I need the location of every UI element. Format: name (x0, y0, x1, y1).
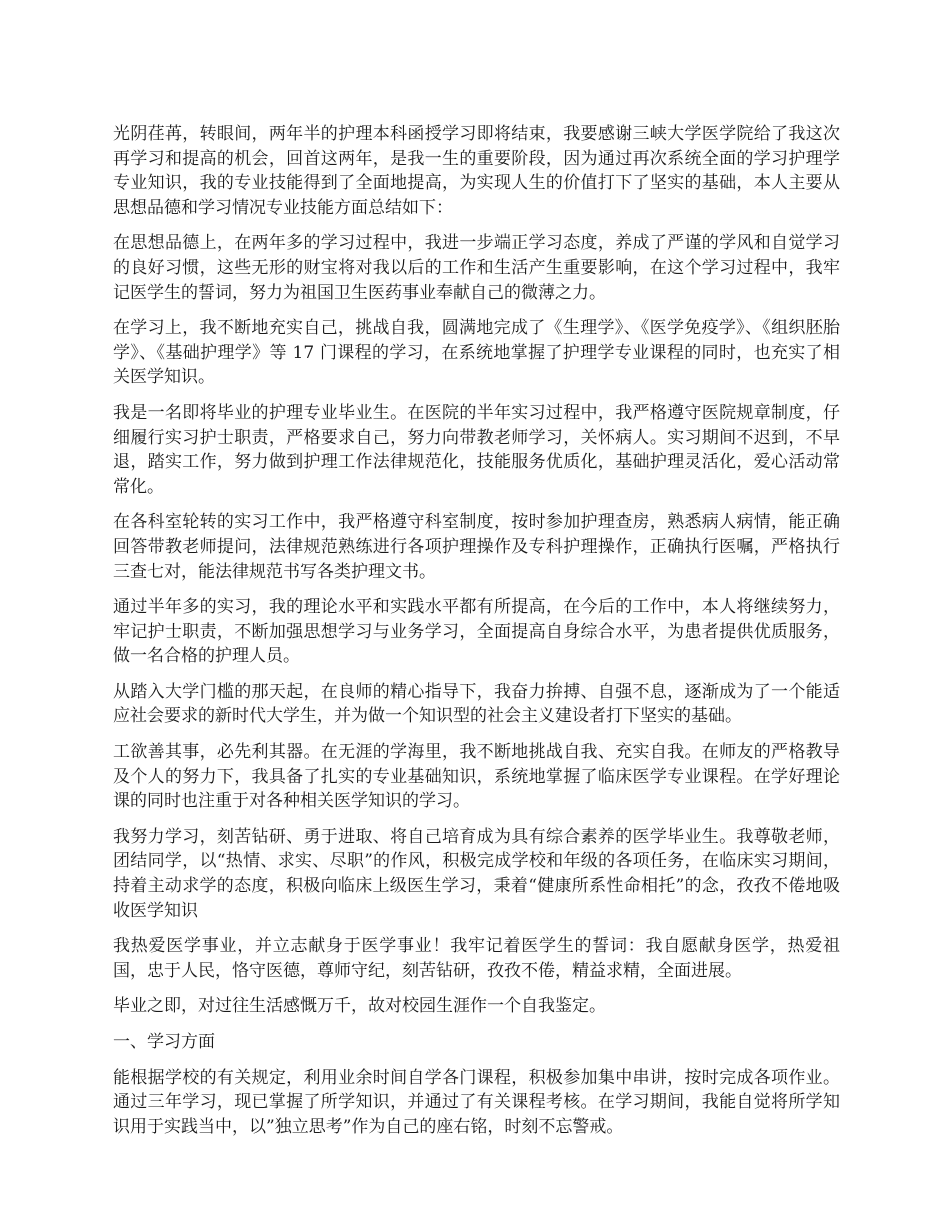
paragraph-university: 从踏入大学门槛的那天起，在良师的精心指导下，我奋力拚搏、自强不息，逐渐成为了一个能适应社会要求的新时代大学生，并为做一个知识型的社会主义建设者打下坚实的基础。 (113, 681, 840, 727)
paragraph-improvement: 通过半年多的实习，我的理论水平和实践水平都有所提高，在今后的工作中，本人将继续努力，牢记护士职责，不断加强思想学习与业务学习，全面提高自身综合水平，为患者提供优质服务，做一名合格的护理人员。 (113, 597, 840, 667)
paragraph-study: 在学习上，我不断地充实自己，挑战自我，圆满地完成了《生理学》、《医学免疫学》、《组织胚胎学》、《基础护理学》等 17 门课程的学习，在系统地掌握了护理学专业课程的同时，也充实了相关医学知识。 (113, 318, 840, 388)
paragraph-study-aspect: 能根据学校的有关规定，利用业余时间自学各门课程，积极参加集中串讲，按时完成各项作业。通过三年学习，现已掌握了所学知识，并通过了有关课程考核。在学习期间，我能自觉将所学知识用于实践当中，以”独立思考”作为自己的座右铭，时刻不忘警戒。 (113, 1067, 840, 1137)
paragraph-department-rotation: 在各科室轮转的实习工作中，我严格遵守科室制度，按时参加护理查房，熟悉病人病情，能正确回答带教老师提问，法律规范熟练进行各项护理操作及专科护理操作，正确执行医嘱，严格执行三查七对，能法律规范书写各类护理文书。 (113, 512, 840, 582)
paragraph-intro: 光阴荏苒，转眼间，两年半的护理本科函授学习即将结束，我要感谢三峡大学医学院给了我这次再学习和提高的机会，回首这两年，是我一生的重要阶段，因为通过再次系统全面的学习护理学专业知识，我的专业技能得到了全面地提高，为实现人生的价值打下了坚实的基础，本人主要从思想品德和学习情况专业技能方面总结如下： (113, 124, 840, 218)
document-page (113, 122, 840, 1150)
paragraph-dedication: 我热爱医学事业，并立志献身于医学事业！我牢记着医学生的誓词：我自愿献身医学，热爱祖国，忠于人民，恪守医德，尊师守纪，刻苦钻研，孜孜不倦，精益求精，全面进展。 (113, 936, 840, 981)
section-heading: 一、学习方面 (113, 1032, 215, 1052)
paragraph-diligence: 我努力学习，刻苦钻研、勇于进取、将自己培育成为具有综合素养的医学毕业生。我尊敬老师，团结同学，以“热情、求实、尽职”的作风，积极完成学校和年级的各项任务，在临床实习期间，持着主动求学的态度，积极向临床上级医生学习，秉着“健康所系性命相托”的念，孜孜不倦地吸收医学知识 (113, 826, 840, 921)
paragraph-internship: 我是一名即将毕业的护理专业毕业生。在医院的半年实习过程中，我严格遵守医院规章制度，仔细履行实习护士职责，严格要求自己，努力向带教老师学习，关怀病人。实习期间不迟到，不早退，踏实工作，努力做到护理工作法律规范化，技能服务优质化，基础护理灵活化，爱心活动常常化。 (113, 402, 840, 497)
paragraph-graduation: 毕业之即，对过往生活感慨万千，故对校园生涯作一个自我鉴定。 (113, 996, 606, 1017)
paragraph-knowledge: 工欲善其事，必先利其器。在无涯的学海里，我不断地挑战自我、充实自我。在师友的严格教导及个人的努力下，我具备了扎实的专业基础知识，系统地掌握了临床医学专业课程。在学好理论课的同时也注重于对各种相关医学知识的学习。 (113, 742, 840, 812)
paragraph-ideology: 在思想品德上，在两年多的学习过程中，我进一步端正学习态度，养成了严谨的学风和自觉学习的良好习惯，这些无形的财宝将对我以后的工作和生活产生重要影响，在这个学习过程中，我牢记医学生的誓词，努力为祖国卫生医药事业奉献自己的微薄之力。 (113, 233, 840, 303)
